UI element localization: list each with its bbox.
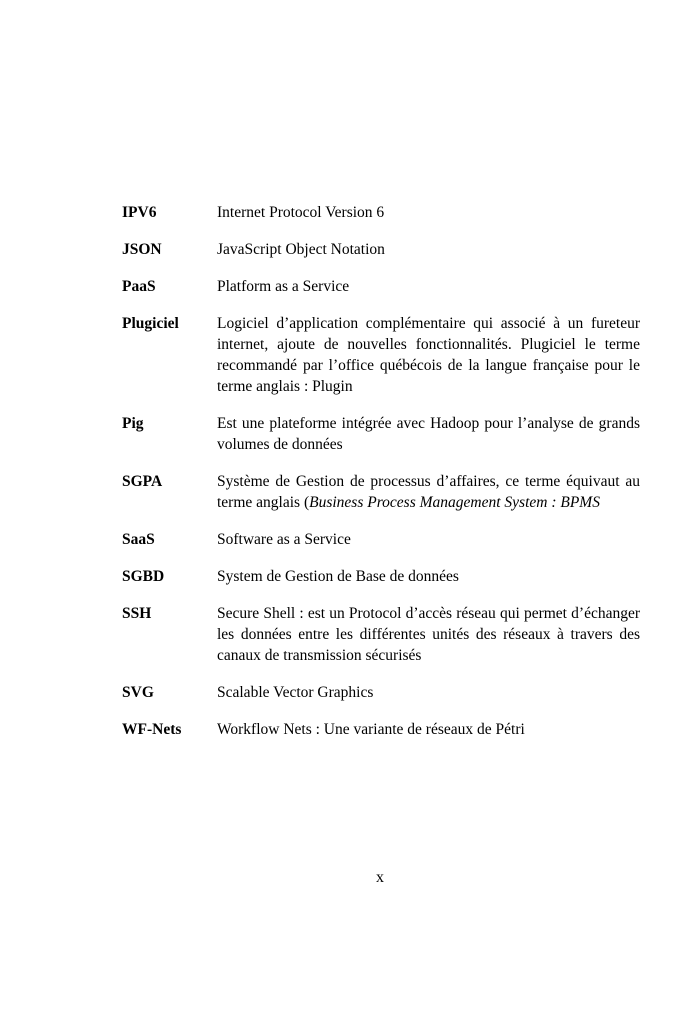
glossary-term: SGPA: [122, 473, 163, 490]
glossary-entry: [122, 682, 640, 703]
glossary-definition: Platform as a Service: [217, 278, 350, 295]
glossary-term: Pig: [122, 415, 144, 432]
glossary-definition: [217, 471, 640, 513]
glossary-definition: Est une plateforme intégrée avec Hadoop pour l’analyse de grands volumes de données: [217, 415, 640, 453]
glossary-entry: [122, 239, 640, 260]
glossary-term: JSON: [122, 241, 162, 258]
glossary-entry: [122, 413, 640, 455]
glossary-entry: [122, 566, 640, 587]
glossary-definition-text: Système de Gestion de processus d’affaires, ce terme équivaut au terme anglais (: [217, 473, 640, 511]
glossary-definition: Software as a Service: [217, 531, 351, 548]
glossary-definition-italic: Business Process Management System : BPMS: [309, 494, 600, 511]
glossary-term: WF-Nets: [122, 721, 182, 738]
glossary-definition: Internet Protocol Version 6: [217, 204, 385, 221]
glossary-entry: [122, 313, 640, 397]
glossary-term: SSH: [122, 605, 152, 622]
glossary-definition: Secure Shell : est un Protocol d’accès réseau qui permet d’échanger les données entre les différentes unités des réseaux à travers des canaux de transmission sécurisés: [217, 605, 640, 664]
glossary-term: SGBD: [122, 568, 165, 585]
glossary-entry: [122, 603, 640, 666]
glossary-term: IPV6: [122, 204, 157, 221]
page-number: x: [376, 869, 384, 886]
glossary-definition: JavaScript Object Notation: [217, 241, 385, 258]
glossary-definition: Logiciel d’application complémentaire qui associé à un fureteur internet, ajoute de nouvelles fonctionnalités. Plugiciel le terme recommandé par l’office québécois de la langue française pour le terme anglais : Plugin: [217, 315, 640, 395]
glossary-entry: [122, 471, 640, 513]
glossary-entry: [122, 276, 640, 297]
glossary-entry: [122, 529, 640, 550]
acronym-glossary: [122, 202, 640, 756]
glossary-term: Plugiciel: [122, 315, 179, 332]
glossary-entry: [122, 202, 640, 223]
glossary-term: SVG: [122, 684, 154, 701]
glossary-entry: [122, 719, 640, 740]
glossary-term: SaaS: [122, 531, 155, 548]
glossary-definition: Scalable Vector Graphics: [217, 684, 374, 701]
glossary-definition: Workflow Nets : Une variante de réseaux de Pétri: [217, 721, 525, 738]
glossary-term: PaaS: [122, 278, 156, 295]
glossary-definition: System de Gestion de Base de données: [217, 568, 459, 585]
